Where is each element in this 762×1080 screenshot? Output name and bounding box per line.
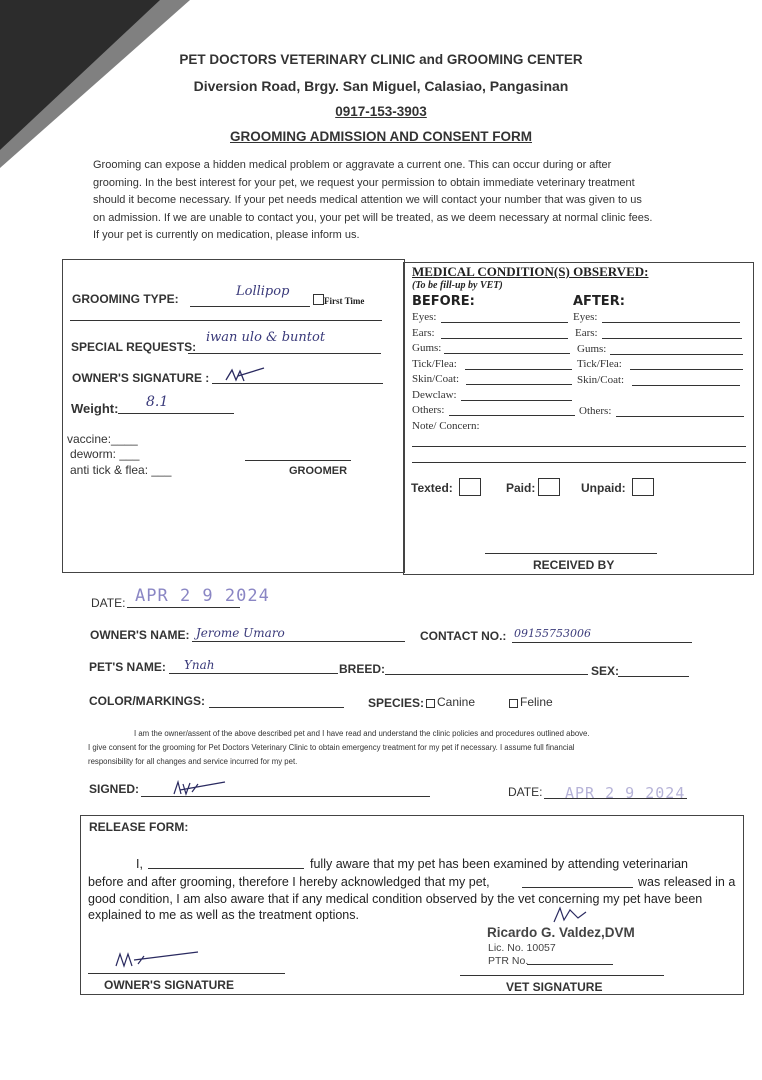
note-line-2 [412,462,746,463]
after-ears: Ears: [575,327,598,339]
received-by-line [485,553,657,554]
before-eyes-line [441,322,568,323]
vaccine-field: vaccine:____ [67,432,138,446]
weight-value: 8.1 [146,394,169,410]
pet-name-line [169,673,338,674]
form-title: GROOMING ADMISSION AND CONSENT FORM [230,129,532,144]
groomer-label: GROOMER [289,465,348,477]
species-label: SPECIES: [368,696,425,710]
grooming-type-value: Lollipop [236,284,290,299]
consent-paragraph [88,727,694,769]
after-eyes-line [602,322,740,323]
color-markings-line [209,707,344,708]
before-others: Others: [412,404,445,416]
weight-line [118,413,234,414]
note-concern-label: Note/ Concern: [412,420,480,432]
release-name-line [148,868,304,869]
unpaid-checkbox[interactable] [632,478,654,496]
medical-title: MEDICAL CONDITION(S) OBSERVED: [412,264,649,279]
consent-line: I give consent for the grooming for Pet Doctors Veterinary Clinic to obtain emergency treatment for my pet if necessary. I assume full financial [88,743,575,752]
signed-date-label: DATE: [508,785,543,799]
release-owner-signature-label: OWNER'S SIGNATURE [104,978,234,992]
intro-paragraph [93,157,699,245]
after-ears-line [602,338,742,339]
note-line-1 [412,446,746,447]
release-line2b: was released in a [638,875,736,889]
after-others-line [616,416,744,417]
owner-signature-mark [222,364,272,386]
texted-checkbox[interactable] [459,478,481,496]
breed-label: BREED: [339,662,386,676]
after-label: AFTER: [573,294,625,309]
signed-date-stamp: APR 2 9 2024 [565,784,686,802]
grooming-type-label: GROOMING TYPE: [72,292,179,306]
before-tickflea: Tick/Flea: [412,358,457,370]
after-tickflea-line [630,369,743,370]
special-requests-value: iwan ulo & buntot [206,330,326,345]
before-skincoat-line [466,384,572,385]
intro-line: on admission. If we are unable to contact you, your pet will be treated, as we deem necessary at normal clinic fees. [93,211,653,224]
owner-name-value: Jerome Umaro [196,626,285,640]
after-eyes: Eyes: [573,311,598,323]
intro-line: Grooming can expose a hidden medical problem or aggravate a current one. This can occur during or after [93,159,612,171]
before-dewclaw-line [461,400,572,401]
date-label: DATE: [91,596,126,610]
contact-value: 09155753006 [514,627,591,640]
scan-corner-fold [0,0,160,150]
clinic-name: PET DOCTORS VETERINARY CLINIC and GROOMING CENTER [179,52,583,67]
after-tickflea: Tick/Flea: [577,358,622,370]
before-tickflea-line [465,369,572,370]
owner-signature-label: OWNER'S SIGNATURE : [72,371,210,385]
after-gums-line [610,354,743,355]
intro-line: If your pet is currently on medication, please inform us. [93,229,360,242]
grooming-type-line [190,306,310,307]
feline-checkbox[interactable] [509,699,518,708]
release-vet-signature-label: VET SIGNATURE [506,980,603,994]
color-markings-label: COLOR/MARKINGS: [89,694,205,708]
first-time-checkbox[interactable] [313,294,324,305]
owner-name-line [192,641,405,642]
special-requests-line [188,353,381,354]
signed-mark [170,776,230,800]
canine-label: Canine [437,695,476,709]
vet-license: Lic. No. 10057 [488,942,556,954]
owner-name-label: OWNER'S NAME: [90,628,190,642]
grooming-line-2 [70,320,382,321]
vet-ptr: PTR No. [488,955,529,967]
before-dewclaw: Dewclaw: [412,389,457,401]
before-label: BEFORE: [412,294,475,309]
contact-label: CONTACT NO.: [420,629,507,643]
breed-line [385,674,588,675]
date-line [127,607,240,608]
clinic-phone: 0917-153-3903 [335,104,427,119]
antitick-field: anti tick & flea: ___ [70,463,172,477]
special-requests-label: SPECIAL REQUESTS: [71,340,197,354]
consent-line: I am the owner/assent of the above described pet and I have read and understand the clinic policies and procedures outlined above. [134,729,590,738]
release-vet-signature-line [460,975,664,976]
release-owner-signature-mark [112,946,202,972]
signed-label: SIGNED: [89,782,140,796]
paid-checkbox[interactable] [538,478,560,496]
before-others-line [449,415,575,416]
release-line3: good condition, I am also aware that if any medical condition observed by the vet concerning my pet have been [88,892,703,906]
date-stamp: APR 2 9 2024 [135,586,270,606]
after-skincoat-line [632,385,740,386]
paid-label: Paid: [506,481,536,495]
before-gums: Gums: [412,342,442,354]
unpaid-label: Unpaid: [581,481,626,495]
release-owner-signature-line [88,973,285,974]
medical-subtitle: (To be fill-up by VET) [412,280,503,291]
groomer-line [245,460,351,461]
before-ears: Ears: [412,327,435,339]
feline-label: Feline [520,695,553,709]
canine-checkbox[interactable] [426,699,435,708]
vet-ptr-line [527,964,613,965]
release-title: RELEASE FORM: [89,820,189,834]
texted-label: Texted: [411,481,453,495]
release-i: I, [136,857,143,871]
intro-line: grooming. In the best interest for your pet, we request your permission to obtain immediate veterinary treatment [93,176,635,189]
weight-label: Weight: [71,401,119,416]
received-by-label: RECEIVED BY [533,558,615,572]
before-ears-line [441,338,568,339]
before-gums-line [444,353,570,354]
pet-name-label: PET'S NAME: [89,660,166,674]
intro-line: should it become necessary. If your pet needs medical attention we will contact your number that was given to us [93,194,642,207]
after-skincoat: Skin/Coat: [577,374,625,386]
deworm-field: deworm: ___ [70,447,140,461]
release-line1: fully aware that my pet has been examined by attending veterinarian [310,857,689,871]
release-pet-line [522,887,633,888]
before-eyes: Eyes: [412,311,437,323]
sex-label: SEX: [591,664,620,678]
consent-line: responsibility for all changes and service incurred for my pet. [88,757,298,766]
before-skincoat: Skin/Coat: [412,373,460,385]
clinic-address: Diversion Road, Brgy. San Miguel, Calasiao, Pangasinan [193,78,569,94]
pet-name-value: Ynah [184,658,215,672]
release-line2a: before and after grooming, therefore I hereby acknowledged that my pet, [88,875,490,889]
sex-line [618,676,689,677]
vet-name: Ricardo G. Valdez,DVM [487,925,635,940]
release-line4: explained to me as well as the treatment options. [88,908,359,922]
contact-line [512,642,692,643]
first-time-label: First Time [324,296,365,306]
after-others: Others: [579,405,612,417]
after-gums: Gums: [577,343,607,355]
